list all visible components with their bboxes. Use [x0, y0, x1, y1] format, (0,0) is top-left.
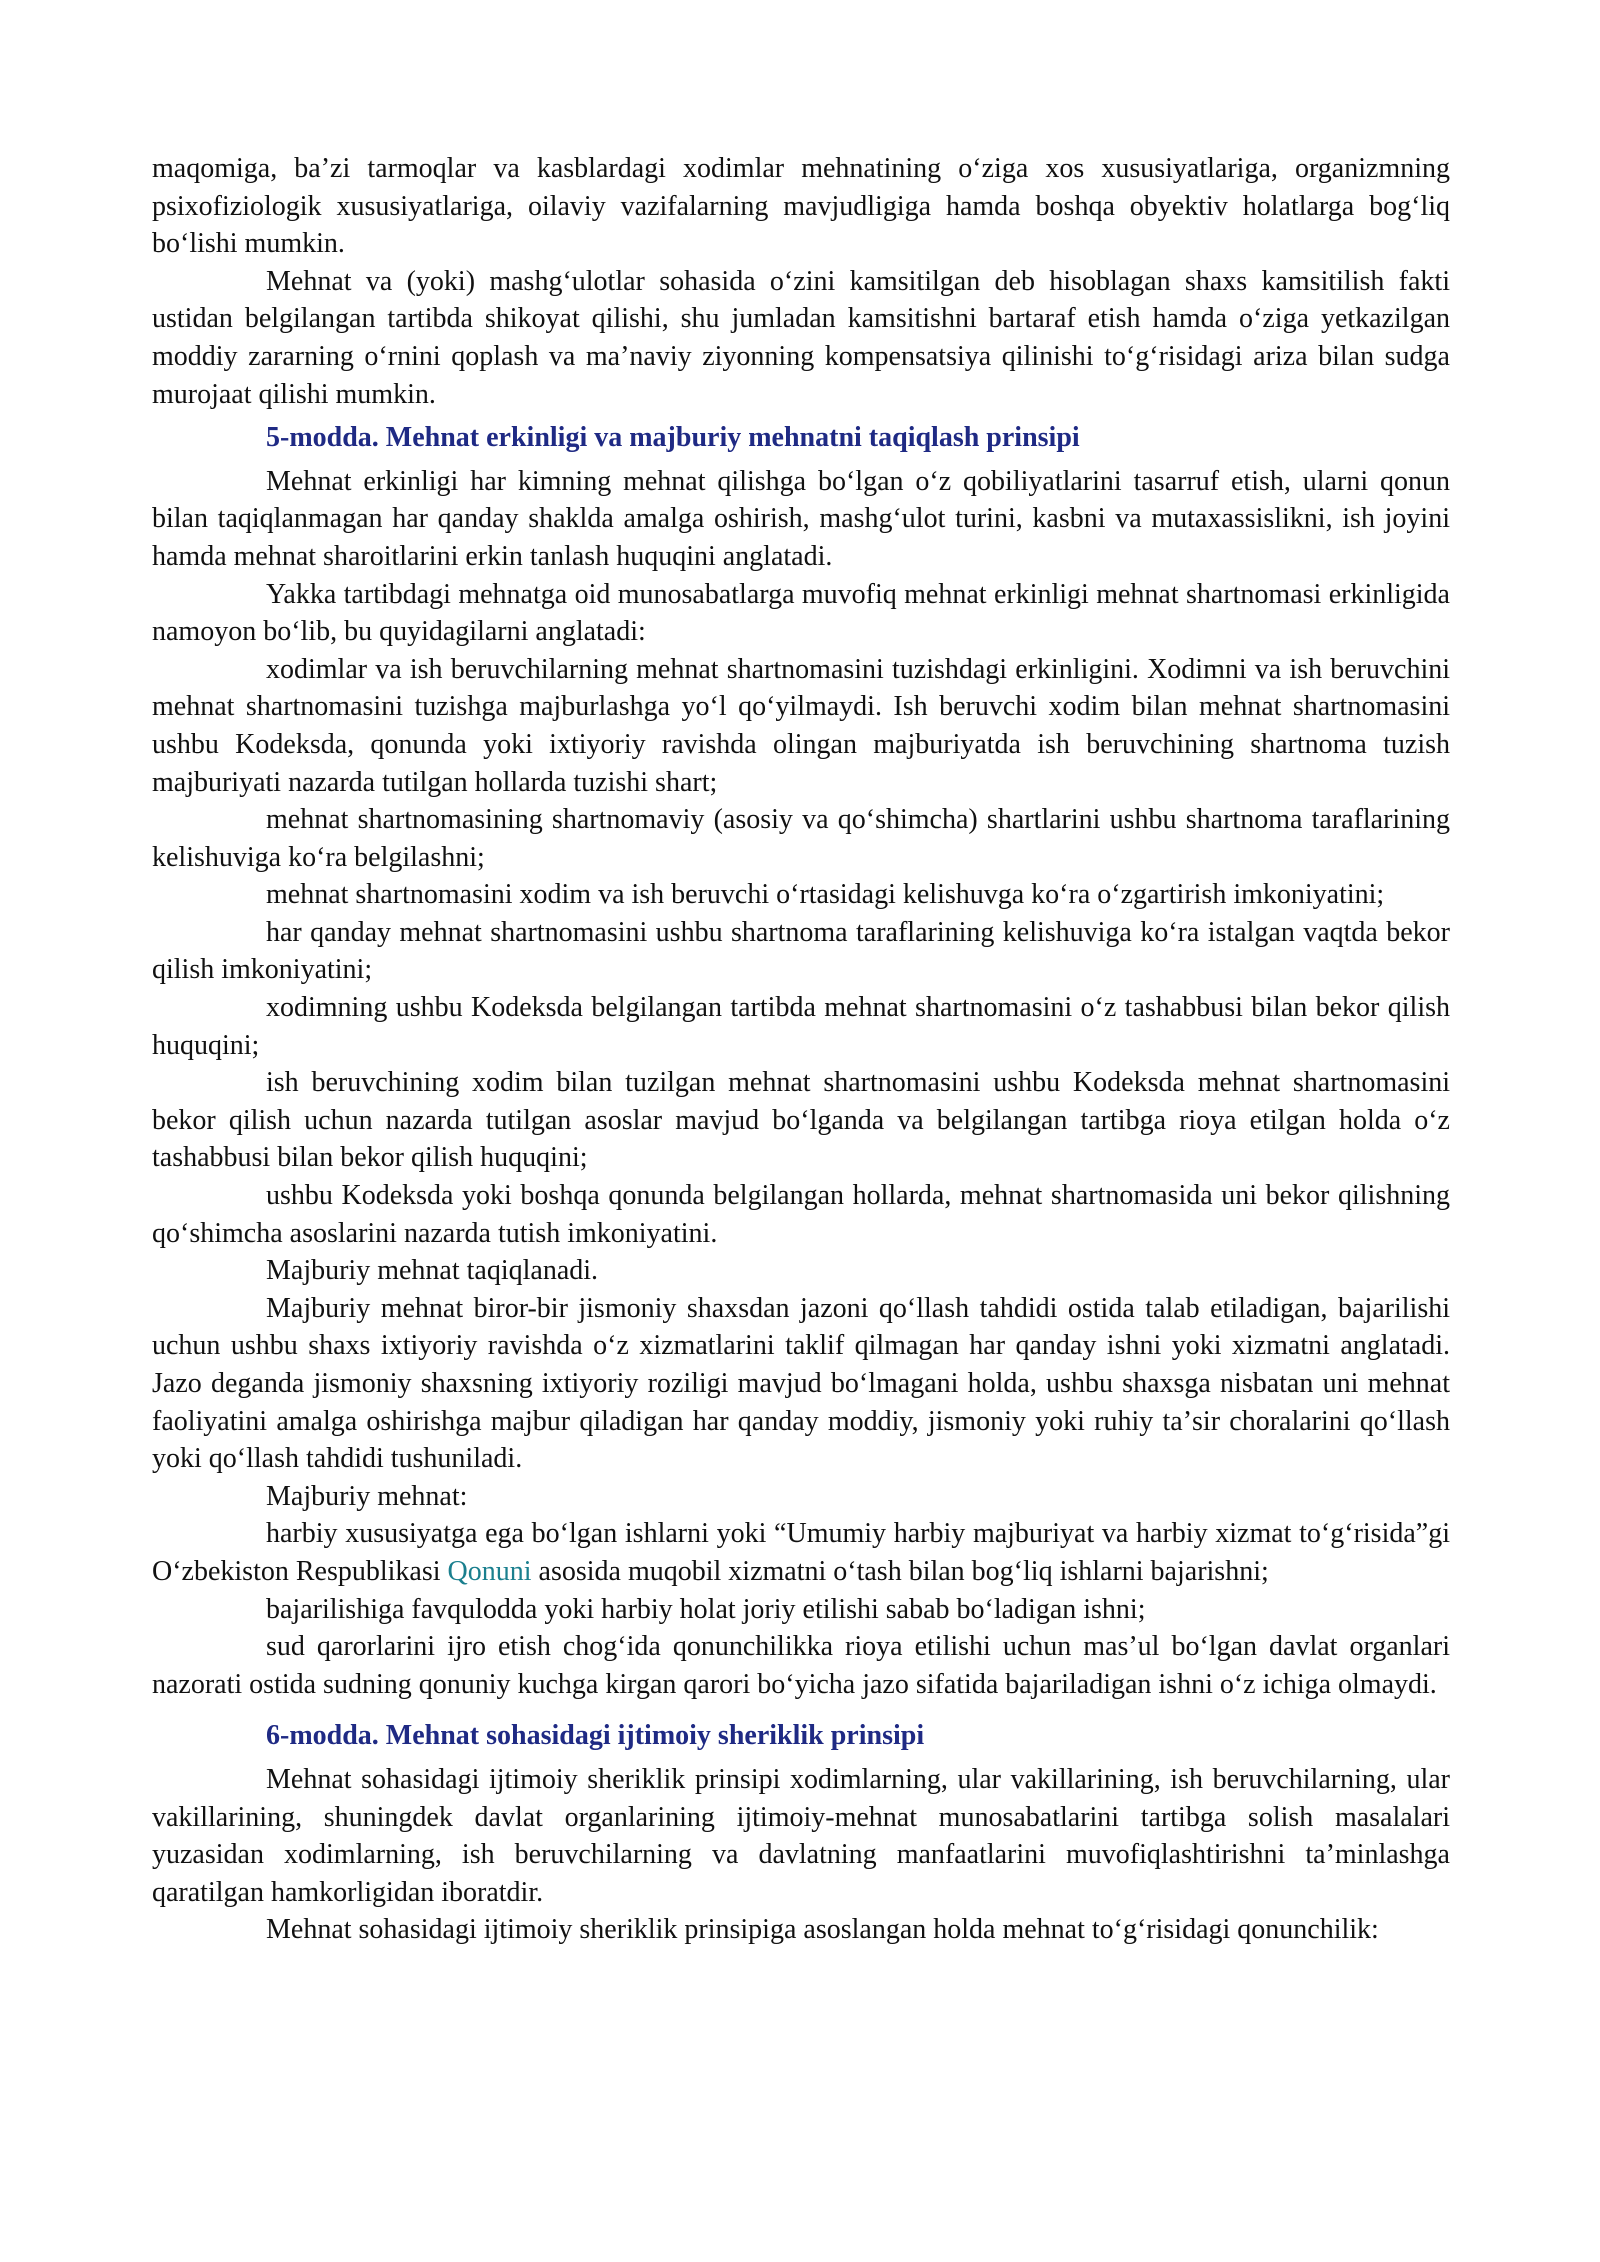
law-link[interactable]: Qonuni — [447, 1555, 532, 1587]
article-5-paragraph: Yakka tartibdagi mehnatga oid munosabatlarga muvofiq mehnat erkinligi mehnat shartnomasi erkinligida namoyon boʻlib, bu quyidagilarni anglatadi: — [152, 578, 1450, 648]
article-5-paragraph: Majburiy mehnat taqiqlanadi. — [266, 1255, 599, 1287]
article-5-list-item: xodimning ushbu Kodeksda belgilangan tartibda mehnat shartnomasini oʻz tashabbusi bilan bekor qilish huquqini; — [152, 992, 1450, 1061]
article-5-list-item: ushbu Kodeksda yoki boshqa qonunda belgilangan hollarda, mehnat shartnomasida uni bekor qilishning qoʻshimcha asoslarini nazarda tutish imkoniyatini. — [152, 1180, 1450, 1249]
article-6-paragraph: Mehnat sohasidagi ijtimoiy sheriklik prinsipi xodimlarning, ular vakillarining, ish beruvchilarning, ular vakillarining, shuningdek davlat organlarining ijtimoiy-mehnat munosabatlarini tartibga solish masalalari yuzasidan xodimlarning, ish beruvchilarning va davlatning manfaatlarini muvofiqlashtirishni taʼminlashga qaratilgan hamkorligidan iboratdir. — [152, 1763, 1450, 1908]
article-5-heading: 5-modda. Mehnat erkinligi va majburiy mehnatni taqiqlash prinsipi — [266, 422, 1080, 454]
article-5-list-item: mehnat shartnomasini xodim va ish beruvchi oʻrtasidagi kelishuvga koʻra oʻzgartirish imkoniyatini; — [266, 879, 1385, 911]
document-page — [152, 150, 1450, 1949]
article-5-list-item: xodimlar va ish beruvchilarning mehnat shartnomasini tuzishdagi erkinligini. Xodimni va ish beruvchini mehnat shartnomasini tuzishga majburlashga yoʻl qoʻyilmaydi. Ish beruvchi xodim bilan mehnat shartnomasini ushbu Kodeksda, qonunda yoki ixtiyoriy ravishda olingan majburiyatda ish beruvchining shartnoma tuzish majburiyati nazarda tutilgan hollarda tuzishi shart; — [152, 653, 1450, 798]
article-5-list-item: ish beruvchining xodim bilan tuzilgan mehnat shartnomasini ushbu Kodeksda mehnat shartnomasini bekor qilish uchun nazarda tutilgan asoslar mavjud boʻlganda va belgilangan tartibga rioya etilgan holda oʻz tashabbusi bilan bekor qilish huquqini; — [152, 1067, 1450, 1174]
article-5-paragraph: Mehnat erkinligi har kimning mehnat qilishga boʻlgan oʻz qobiliyatlarini tasarruf etish, ularni qonun bilan taqiqlanmagan har qanday shaklda amalga oshirish, mashgʻulot turini, kasbni va mutaxassislikni, ish joyini hamda mehnat sharoitlarini erkin tanlash huquqini anglatadi. — [152, 465, 1450, 572]
article-5-list-item: sud qarorlarini ijro etish chogʻida qonunchilikka rioya etilishi uchun masʼul boʻlgan davlat organlari nazorati ostida sudning qonuniy kuchga kirgan qarori boʻyicha jazo sifatida bajariladigan ishni oʻz ichiga olmaydi. — [152, 1631, 1450, 1700]
military-item-text-after: asosida muqobil xizmatni oʻtash bilan bogʻliq ishlarni bajarishni; — [531, 1555, 1269, 1587]
paragraph-discrimination-complaint: Mehnat va (yoki) mashgʻulotlar sohasida oʻzini kamsitilgan deb hisoblagan shaxs kamsitilish fakti ustidan belgilangan tartibda shikoyat qilishi, shu jumladan kamsitishni bartaraf etish hamda oʻziga yetkazilgan moddiy zararning oʻrnini qoplash va maʼnaviy ziyonning kompensatsiya qilinishi toʻgʻrisidagi ariza bilan sudga murojaat qilishi mumkin. — [152, 265, 1450, 410]
article-5-paragraph: Majburiy mehnat biror-bir jismoniy shaxsdan jazoni qoʻllash tahdidi ostida talab etiladigan, bajarilishi uchun ushbu shaxs ixtiyoriy ravishda oʻz xizmatlarini taklif qilmagan har qanday ishni yoki xizmatni anglatadi. Jazo deganda jismoniy shaxsning ixtiyoriy roziligi mavjud boʻlmagani holda, ushbu shaxsga nisbatan uni mehnat faoliyatini amalga oshirishga majbur qiladigan har qanday moddiy, jismoniy yoki ruhiy taʼsir choralarini qoʻllash yoki qoʻllash tahdidi tushuniladi. — [152, 1292, 1450, 1475]
military-item-text-before: harbiy xususiyatga ega boʻlgan ishlarni yoki “Umumiy harbiy majburiyat va harbiy xizmat toʻgʻrisida”gi Oʻzbekiston Respublikasi — [152, 1518, 1450, 1587]
article-5-list-item: mehnat shartnomasining shartnomaviy (asosiy va qoʻshimcha) shartlarini ushbu shartnoma taraflarining kelishuviga koʻra belgilashni; — [152, 804, 1450, 873]
article-5-list-item: bajarilishiga favqulodda yoki harbiy holat joriy etilishi sabab boʻladigan ishni; — [266, 1593, 1146, 1625]
article-5-military-item — [152, 1515, 1450, 1590]
article-5-list-item: har qanday mehnat shartnomasini ushbu shartnoma taraflarining kelishuviga koʻra istalgan vaqtda bekor qilish imkoniyatini; — [152, 916, 1450, 986]
article-6-heading: 6-modda. Mehnat sohasidagi ijtimoiy sheriklik prinsipi — [266, 1720, 925, 1752]
paragraph-continuation: maqomiga, baʼzi tarmoqlar va kasblardagi xodimlar mehnatining oʻziga xos xususiyatlariga, organizmning psixofiziologik xususiyatlariga, oilaviy vazifalarning mavjudligiga hamda boshqa obyektiv holatlarga bogʻliq boʻlishi mumkin. — [152, 153, 1450, 260]
article-6-paragraph: Mehnat sohasidagi ijtimoiy sheriklik prinsipiga asoslangan holda mehnat toʻgʻrisidagi qonunchilik: — [266, 1914, 1379, 1946]
article-5-paragraph: Majburiy mehnat: — [266, 1480, 468, 1512]
